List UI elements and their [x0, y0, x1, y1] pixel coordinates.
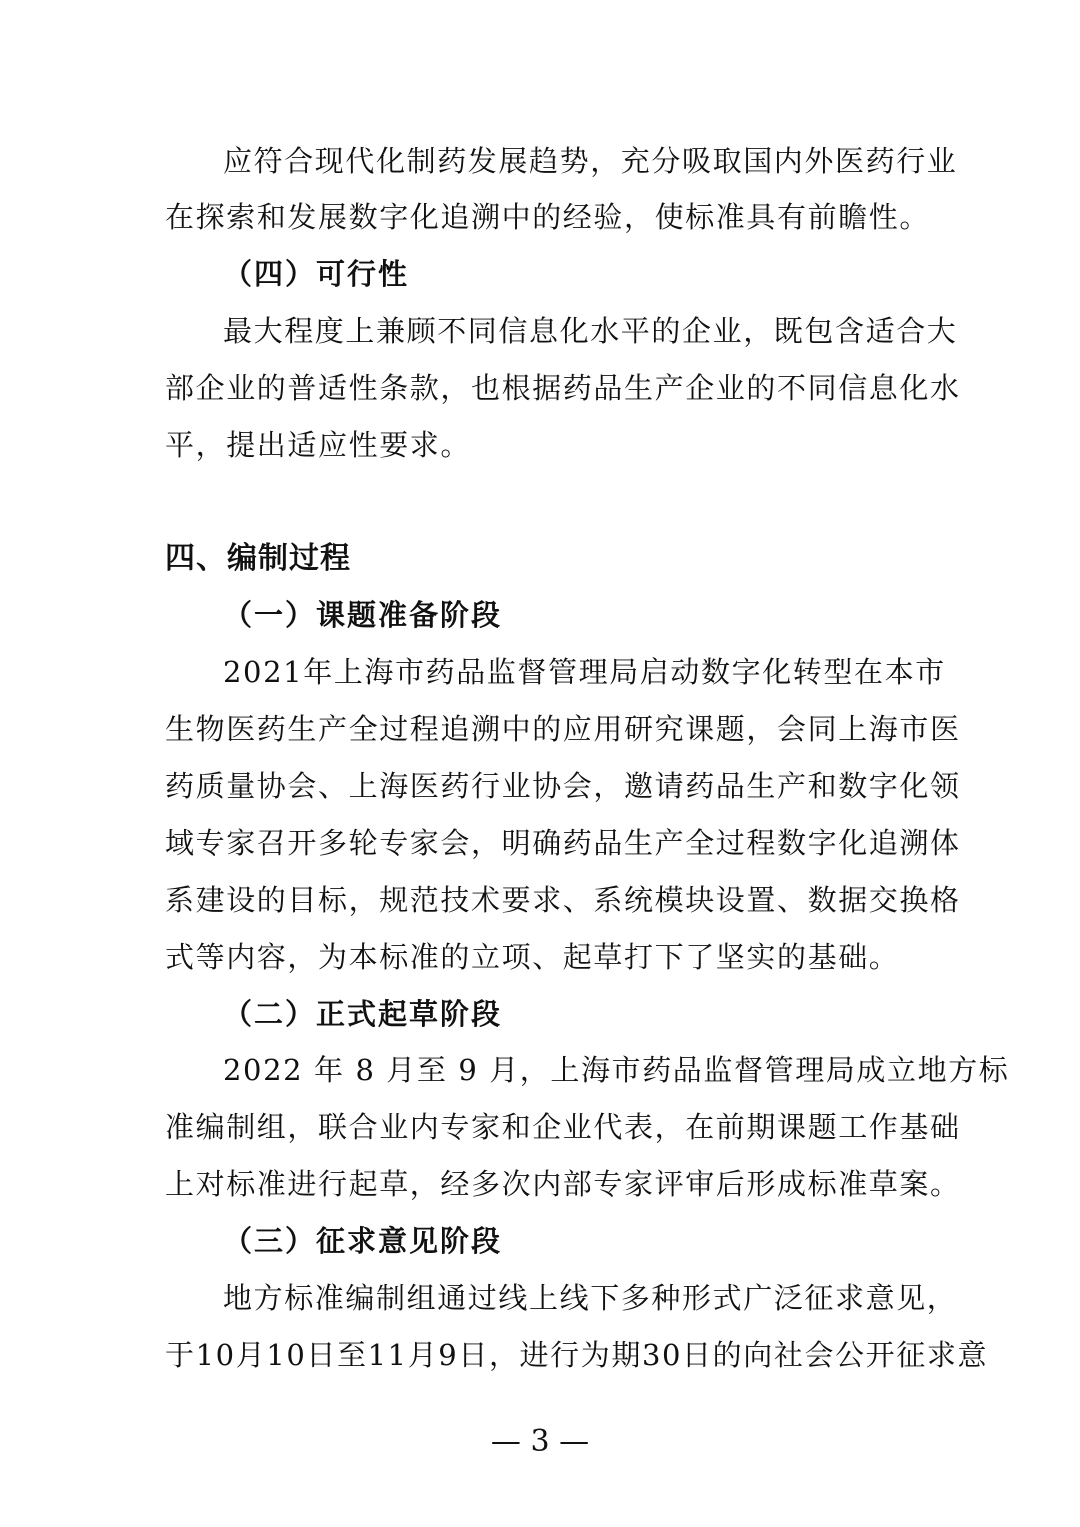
- paragraph-line: 生物医药生产全过程追溯中的应用研究课题，会同上海市医: [165, 712, 961, 746]
- subheading-preparation-stage: （一）课题准备阶段: [223, 598, 503, 632]
- paragraph-line: 部企业的普适性条款，也根据药品生产企业的不同信息化水: [165, 371, 961, 405]
- paragraph-line: 式等内容，为本标准的立项、起草打下了坚实的基础。: [165, 940, 900, 974]
- page-number: — 3 —: [490, 1424, 590, 1459]
- paragraph-line: 在探索和发展数字化追溯中的经验，使标准具有前瞻性。: [165, 200, 931, 234]
- subheading-feasibility: （四）可行性: [223, 257, 410, 291]
- paragraph-line: 域专家召开多轮专家会，明确药品生产全过程数字化追溯体: [165, 826, 961, 860]
- subheading-consultation-stage: （三）征求意见阶段: [223, 1224, 503, 1258]
- paragraph-line: 地方标准编制组通过线上线下多种形式广泛征求意见，: [223, 1281, 958, 1315]
- paragraph-line: 系建设的目标，规范技术要求、系统模块设置、数据交换格: [165, 883, 961, 917]
- paragraph-line: 药质量协会、上海医药行业协会，邀请药品生产和数字化领: [165, 769, 961, 803]
- paragraph-line: 2021年上海市药品监督管理局启动数字化转型在本市: [223, 655, 946, 689]
- paragraph-line: 2022 年 8 月至 9 月，上海市药品监督管理局成立地方标: [223, 1053, 1010, 1087]
- paragraph-line: 应符合现代化制药发展趋势，充分吸取国内外医药行业: [223, 144, 958, 178]
- section-heading-compilation-process: 四、编制过程: [165, 541, 351, 576]
- paragraph-line: 准编制组，联合业内专家和企业代表，在前期课题工作基础: [165, 1110, 961, 1144]
- subheading-drafting-stage: （二）正式起草阶段: [223, 997, 503, 1031]
- paragraph-line: 平，提出适应性要求。: [165, 428, 472, 462]
- paragraph-line: 上对标准进行起草，经多次内部专家评审后形成标准草案。: [165, 1167, 961, 1201]
- paragraph-line: 最大程度上兼顾不同信息化水平的企业，既包含适合大: [223, 314, 958, 348]
- paragraph-line: 于10月10日至11月9日，进行为期30日的向社会公开征求意: [165, 1338, 989, 1372]
